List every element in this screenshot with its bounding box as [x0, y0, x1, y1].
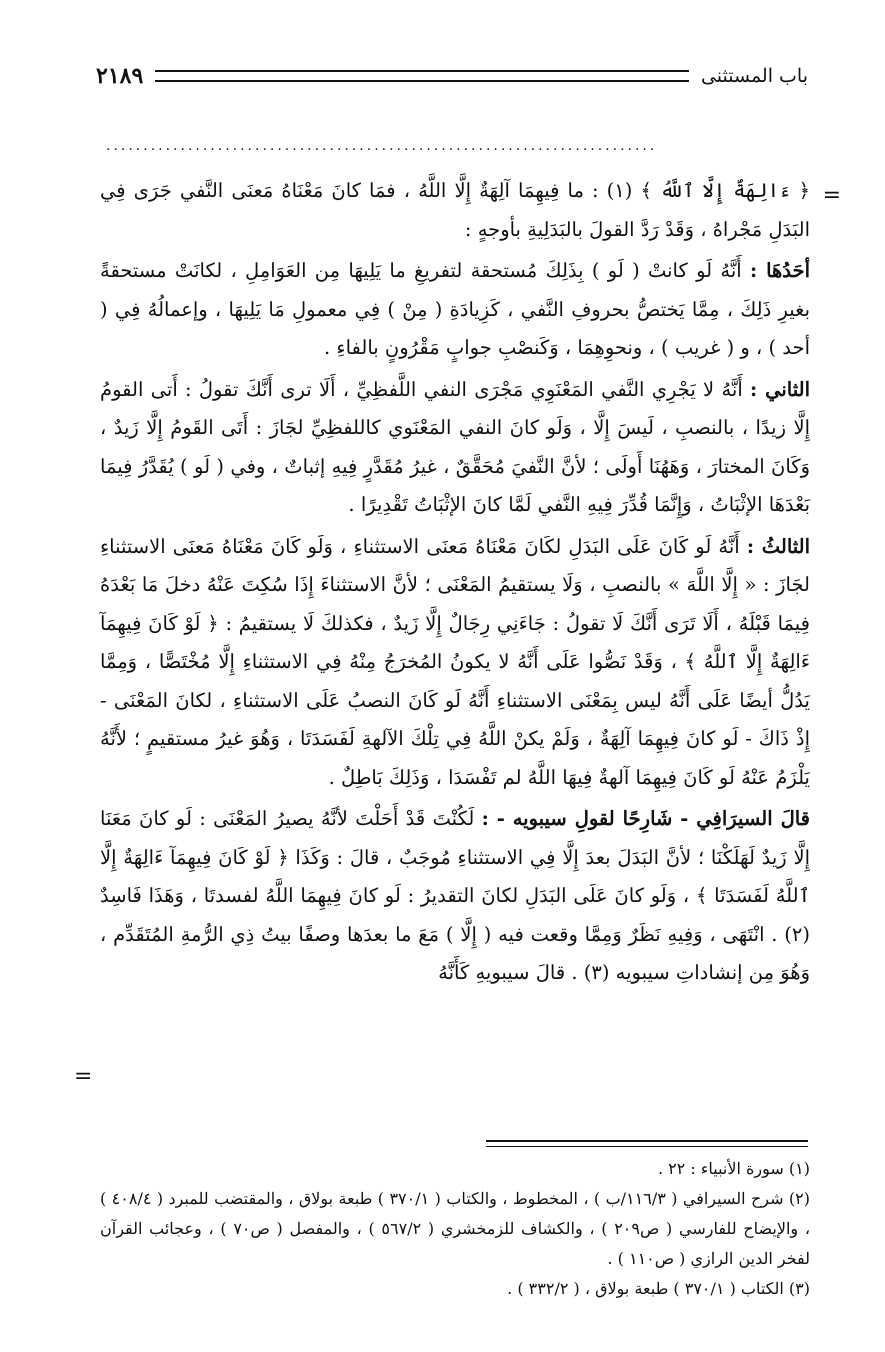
paragraph-lead: قالَ السيرَافِي - شَارِحًا لقولِ سيبويه - :	[481, 807, 810, 830]
paragraph	[100, 528, 810, 798]
paragraph-text: ﴿ ءَالِهَةٌ إِلَّا ٱللَّهُ ﴾ (١) : ما فِيهِمَا آلِهَةٌ إِلَّا اللَّهُ ، فمَا كانَ مَعْنَاهُ مَعنَى النَّفي جَرَى فِي البَدَلِ مَجْراهُ ، وَقَدْ رَدَّ القولَ بالبَدَلِيةِ بأوجهٍ :	[100, 179, 810, 241]
footnote-rule-thin	[486, 1146, 808, 1147]
dotted-separator: ..........................................................................	[106, 138, 658, 154]
running-header	[96, 58, 808, 94]
paragraph-lead: أحَدُهَا :	[749, 259, 810, 282]
page-number: ٢١٨٩	[96, 63, 144, 89]
footnote: (٣) الكتاب ( ٣٧٠/١ ) طبعة بولاق ، ( ٣٣٢/٢ ) .	[507, 1279, 810, 1298]
paragraph	[100, 371, 810, 525]
footnotes	[100, 1154, 810, 1304]
paragraph-text: أَنَّهُ لَو كانتْ ( لَو ) بِذَلِكَ مُستحقة لتفريغِ ما يَلِيهَا مِن العَوَامِلِ ، لكانَتْ مستحقةً بغيرِ ذَلِكَ ، مِمَّا يَختصُّ بحروفِ النَّفي ، كَزِيادَةِ ( مِنْ ) فِي معمولِ مَا يَلِيهَا ، وإعمالُهُ فِي ( أحد ) ، و ( غريب ) ، ونحوِهِمَا ، وَكَنصْبِ جوابٍ مَقْرُونٍ بالفاءِ .	[100, 259, 810, 359]
chapter-title: باب المستثنى	[700, 65, 808, 87]
main-text	[100, 172, 810, 996]
paragraph-lead: الثالثُ :	[746, 534, 811, 558]
paragraph	[100, 800, 810, 993]
paragraph	[100, 252, 810, 368]
paragraph-text: لَكُنْتَ قَدْ أَحَلْتَ لأنَّهُ يصيرُ المَعْنَى : لَو كانَ مَعَنَا إِلَّا زَيدٌ لَهَلَكْنَا ؛ لأنَّ البَدَلَ بعدَ إِلَّا فِي الاستثناءِ مُوجَبٌ ، قالَ : وَكَذَا ﴿ لَوْ كَانَ فِيهِمَآ ءَالِهَةٌ إِلَّا ٱللَّهُ لَفَسَدَتَا ﴾ ، وَلَو كانَ عَلَى البَدَلِ لكانَ التقديرُ : لَو كانَ فِيهِمَا اللَّهُ لفسدتَا ، وَهَذَا فَاسِدٌ (٢) . انْتَهَى ، وَفِيهِ نَظَرٌ وَمِمَّا وقعت فيه ( إِلَّا ) مَعَ ما بعدَها وصفًا بيتُ ذِي الرُّمةِ المُتَقَدِّم ، وَهُوَ مِن إنشاداتِ سيبويه (٣) . قالَ سيبويهِ كَأَنَّهُ	[100, 807, 811, 984]
header-rule	[155, 70, 689, 82]
continuation-mark-start: =	[822, 183, 841, 208]
paragraph	[100, 172, 810, 249]
continuation-mark-end: =	[74, 1064, 93, 1089]
paragraph-text: أَنَّهُ لَو كَانَ عَلَى البَدَلِ لكَانَ مَعْنَاهُ مَعنَى الاستثناءِ ، وَلَو كَانَ مَعْنَاهُ مَعنَى الاستثناءِ لجَازَ : « إِلَّا اللَّهَ » بالنصبِ ، وَلَا يستقيمُ المَعْنَى ؛ لأنَّ الاستثناءَ إِذَا سُكِتَ عَنْهُ دخلَ مَا بَعْدَهُ فِيمَا قَبْلَهُ ، أَلَا تَرَى أَنَّكَ لَا تقولُ : جَاءَنِي رِجَالٌ إِلَّا زَيدٌ ، فكذلكَ لَا يستقيمُ : ﴿ لَوْ كَانَ فِيهِمَآ ءَالِهَةٌ إِلَّا ٱللَّهُ ﴾ ، وَقَدْ نَصُّوا عَلَى أَنَّهُ لا يكونُ المُخرَجُ مِنْهُ فِي الاستثناءِ إِلَّا مُخْتَصًّا ، وَمِمَّا يَدُلُّ أيضًا عَلَى أَنَّهُ ليس بِمَعْنَى الاستثناءِ أَنَّهُ لَو كَانَ النصبُ عَلَى الاستثناءِ ، لكانَ المَعْنَى - إِذْ ذَاكَ - لَو كانَ فِيهِمَا آلِهَةٌ ، وَلَمْ يكنْ اللَّهُ فِي تِلْكَ الآلهةِ لَفَسَدَتَا ، وَهُوَ غيرُ مستقيمٍ ؛ لأَنَّهُ يَلْزَمُ عَنْهُ لَو كَانَ فِيهِمَا آلهةٌ فِيهَا اللَّهُ لم تَفْسَدَا ، وَذَلِكَ بَاطِلٌ .	[100, 534, 810, 789]
footnote: (٢) شرح السيرافي ( ١١٦/٣/ب ) ، المخطوط ، والكتاب ( ٣٧٠/١ ) طبعة بولاق ، والمقتضب للمبرد ( ٤٠٨/٤ ) ، والإيضاح للفارسي ( ص٢٠٩ ) ، والكشاف للزمخشري ( ٥٦٧/٢ ) ، والمفصل ( ص٧٠ ) ، وعجائب القرآن لفخر الدين الرازي ( ص١١٠ ) .	[100, 1189, 811, 1268]
paragraph-text: أَنَّهُ لا يَجْرِي النَّفي المَعْنَوِي مَجْرَى النفي اللَّفظِيِّ ، أَلَا ترى أَنَّكَ تقولُ : أَتى القومُ إِلَّا زيدًا ، بالنصبِ ، لَيسَ إِلَّا ، وَلَو كانَ النفي المَعْنَوي كاللفظِيِّ لجَازَ : أَتَى القَومُ إِلَّا زَيدٌ ، وَكَانَ المختارَ ، وَهَهُنَا أَولَى ؛ لأنَّ النَّفيَ مُحَقَّقٌ ، غيرُ مُقَدَّرٍ فِيهِ إثباتٌ ، وفي ( لَو ) يُقَدَّرُ فِيمَا بَعْدَهَا الإثْبَاتُ ، وَإِنَّمَا قُدِّرَ فِيهِ النَّفي لَمَّا كانَ الإثْبَاتُ تَقْدِيرًا .	[100, 377, 810, 516]
paragraph-lead: الثاني :	[750, 377, 810, 401]
footnote-rule	[486, 1140, 808, 1142]
footnote: (١) سورة الأنبياء : ٢٢ .	[657, 1159, 810, 1178]
